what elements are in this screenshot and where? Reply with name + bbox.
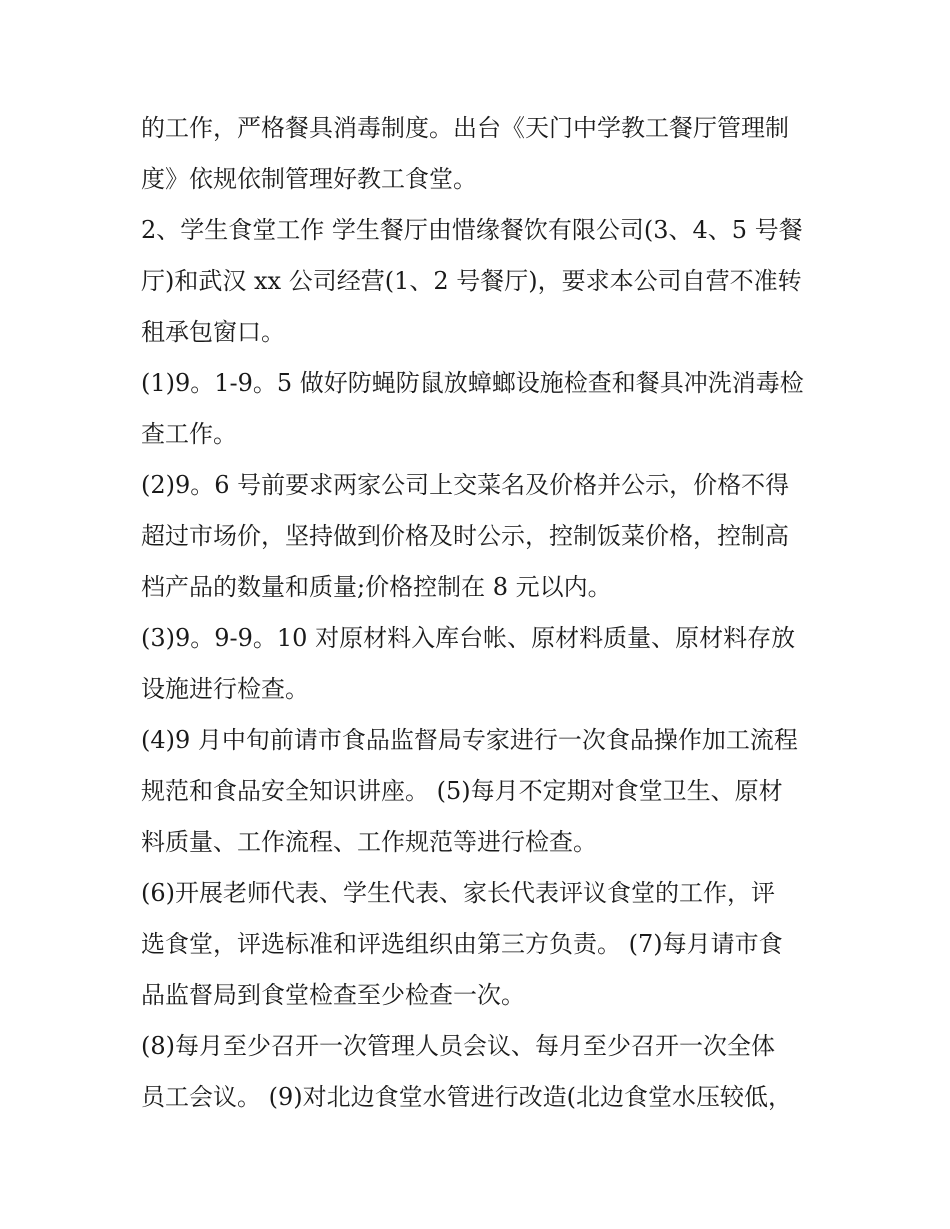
text-line: 选食堂，评选标准和评选组织由第三方负责。 (7)每月请市食 [141, 930, 783, 958]
text-line: 超过市场价，坚持做到价格及时公示，控制饭菜价格，控制高 [141, 522, 789, 550]
text-line: 料质量、工作流程、工作规范等进行检查。 [141, 828, 597, 856]
document-body [141, 103, 831, 1123]
text-line: (4)9 月中旬前请市食品监督局专家进行一次食品操作加工流程 [141, 726, 798, 754]
text-line: 2、学生食堂工作 学生餐厅由惜缘餐饮有限公司(3、4、5 号餐 [141, 216, 803, 244]
text-line: (3)9。9-9。10 对原材料入库台帐、原材料质量、原材料存放 [141, 624, 796, 652]
text-line: (8)每月至少召开一次管理人员会议、每月至少召开一次全体 [141, 1032, 775, 1060]
text-line: 租承包窗口。 [141, 318, 285, 346]
text-line: 品监督局到食堂检查至少检查一次。 [141, 981, 525, 1009]
text-line: 的工作，严格餐具消毒制度。出台《天门中学教工餐厅管理制 [141, 114, 789, 142]
text-line: 查工作。 [141, 420, 237, 448]
text-line: 度》依规依制管理好教工食堂。 [141, 165, 477, 193]
text-line: (1)9。1-9。5 做好防蝇防鼠放蟑螂设施检查和餐具冲洗消毒检 [141, 369, 804, 397]
text-line: (6)开展老师代表、学生代表、家长代表评议食堂的工作，评 [141, 879, 775, 907]
text-line: 规范和食品安全知识讲座。 (5)每月不定期对食堂卫生、原材 [141, 777, 783, 805]
text-line: 档产品的数量和质量;价格控制在 8 元以内。 [141, 573, 612, 601]
text-line: (2)9。6 号前要求两家公司上交菜名及价格并公示，价格不得 [141, 471, 790, 499]
text-line: 设施进行检查。 [141, 675, 309, 703]
text-line: 厅)和武汉 xx 公司经营(1、2 号餐厅)，要求本公司自营不准转 [141, 267, 802, 295]
text-line: 员工会议。 (9)对北边食堂水管进行改造(北边食堂水压较低， [141, 1083, 792, 1111]
